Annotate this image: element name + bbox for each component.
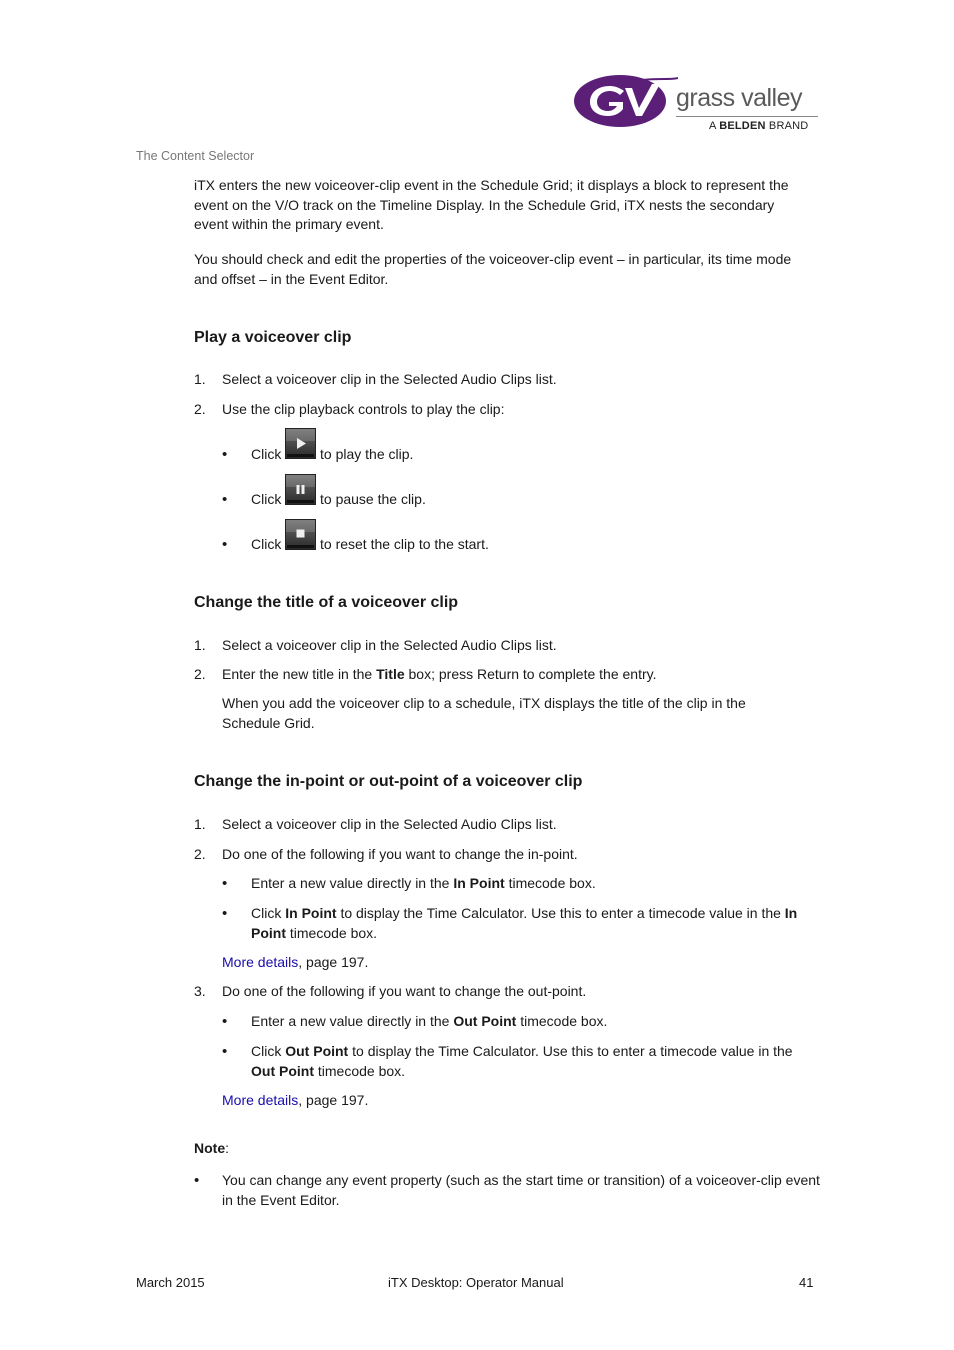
- play-bullet2-pre: Click: [251, 491, 282, 507]
- pause-icon: [286, 475, 315, 504]
- brand-subline: A BELDEN BRAND: [709, 120, 809, 132]
- heading-change-title: Change the title of a voiceover clip: [194, 594, 459, 611]
- in-bullet1: Enter a new value directly in the In Point timecode box.: [251, 875, 596, 891]
- bullet: •: [222, 875, 228, 892]
- note-label: Note:: [194, 1140, 230, 1156]
- title-step2-note: When you add the voiceover clip to a schedule, iTX displays the title of the clip in the Schedule Grid.: [222, 695, 746, 731]
- title-step2-text: Enter the new title in the Title box; press Return to complete the entry.: [222, 666, 657, 682]
- play-bullet1-pre: Click: [251, 446, 282, 462]
- play-button[interactable]: [285, 428, 316, 459]
- title-step1-text: Select a voiceover clip in the Selected Audio Clips list.: [222, 637, 557, 653]
- brand-logo: [572, 70, 822, 136]
- more-details-2: More details, page 197.: [222, 1092, 369, 1108]
- pause-button[interactable]: [285, 474, 316, 505]
- play-bullet2-post: to pause the clip.: [320, 491, 426, 507]
- out-bullet2: Click Out Point to display the Time Calculator. Use this to enter a timecode value in the Out Point timecode box.: [251, 1043, 793, 1079]
- running-header: The Content Selector: [136, 149, 255, 163]
- stop-icon: [286, 520, 315, 549]
- more-details-link-2[interactable]: More details: [222, 1092, 299, 1108]
- footer-title: iTX Desktop: Operator Manual: [388, 1275, 564, 1290]
- inout-step3-number: 3.: [194, 983, 206, 999]
- bullet: •: [222, 491, 228, 508]
- more-details-link-1[interactable]: More details: [222, 954, 299, 970]
- title-step1-number: 1.: [194, 637, 206, 653]
- bullet: •: [194, 1172, 200, 1189]
- play-step1-number: 1.: [194, 371, 206, 387]
- inout-step3-text: Do one of the following if you want to change the out-point.: [222, 983, 587, 999]
- in-bullet2: Click In Point to display the Time Calculator. Use this to enter a timecode value in the In Point timecode box.: [251, 905, 798, 941]
- inout-step1-text: Select a voiceover clip in the Selected Audio Clips list.: [222, 816, 557, 832]
- brand-name: grass valley: [676, 84, 802, 112]
- bullet: •: [222, 905, 228, 922]
- heading-change-inout: Change the in-point or out-point of a voiceover clip: [194, 773, 583, 790]
- inout-step2-text: Do one of the following if you want to change the in-point.: [222, 846, 578, 862]
- stop-button[interactable]: [285, 519, 316, 550]
- play-step2-number: 2.: [194, 401, 206, 417]
- bullet: •: [222, 1013, 228, 1030]
- brand-divider: [676, 116, 818, 117]
- play-bullet1-post: to play the clip.: [320, 446, 414, 462]
- bullet: •: [222, 536, 228, 553]
- title-step2-number: 2.: [194, 666, 206, 682]
- play-icon: [286, 429, 315, 458]
- play-step2-text: Use the clip playback controls to play the clip:: [222, 401, 505, 417]
- intro-paragraph-1: iTX enters the new voiceover-clip event in the Schedule Grid; it displays a block to represent the event on the V/O track on the Timeline Display. In the Schedule Grid, iTX nests the secondary event within the primary event.: [194, 177, 789, 232]
- play-bullet3-pre: Click: [251, 536, 282, 552]
- heading-play-voiceover: Play a voiceover clip: [194, 329, 352, 346]
- inout-step1-number: 1.: [194, 816, 206, 832]
- play-bullet3-post: to reset the clip to the start.: [320, 536, 489, 552]
- bullet: •: [222, 1043, 228, 1060]
- intro-paragraph-2: You should check and edit the properties of the voiceover-clip event – in particular, its time mode and offset – in the Event Editor.: [194, 251, 792, 287]
- grass-valley-logo-icon: [572, 72, 678, 130]
- more-details-1: More details, page 197.: [222, 954, 369, 970]
- play-step1-text: Select a voiceover clip in the Selected Audio Clips list.: [222, 371, 557, 387]
- footer-page-number: 41: [799, 1275, 814, 1290]
- note-text: You can change any event property (such as the start time or transition) of a voiceover-clip event in the Event Editor.: [222, 1172, 820, 1208]
- inout-step2-number: 2.: [194, 846, 206, 862]
- bullet: •: [222, 446, 228, 463]
- footer-date: March 2015: [136, 1275, 205, 1290]
- out-bullet1: Enter a new value directly in the Out Point timecode box.: [251, 1013, 608, 1029]
